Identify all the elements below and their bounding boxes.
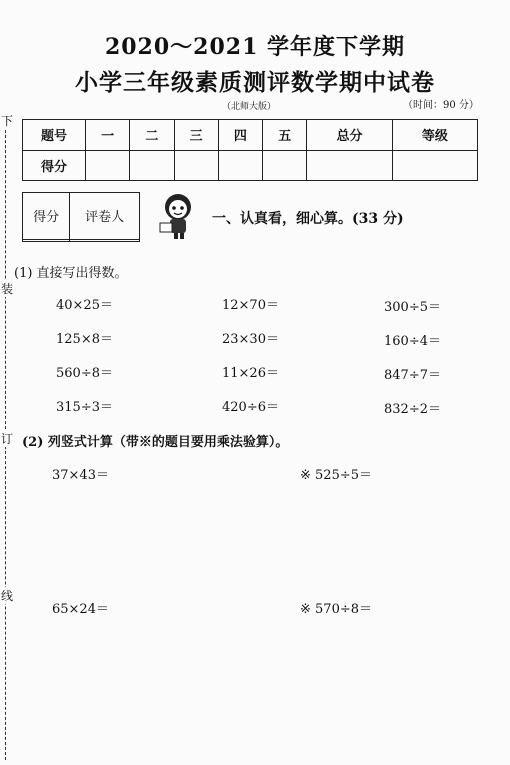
score-input-cell[interactable] xyxy=(86,150,130,181)
score-input-cell[interactable] xyxy=(263,150,307,181)
grader-box xyxy=(22,192,140,242)
grader-score-cell[interactable] xyxy=(23,239,70,241)
oral-question: 40×25＝ xyxy=(56,298,113,313)
vertical-calc-question: 37×43＝ xyxy=(52,468,109,483)
oral-question: 125×8＝ xyxy=(56,332,113,347)
oral-question: 420÷6＝ xyxy=(222,400,279,415)
binding-char-xia: 下 xyxy=(0,114,13,128)
score-header-cell: 二 xyxy=(130,120,174,151)
score-input-cell[interactable] xyxy=(218,150,262,181)
section-title: 一、认真看，细心算。(33 分) xyxy=(212,211,404,227)
exam-title-year: 2020～2021 学年度下学期 xyxy=(104,34,406,60)
oral-question: 315÷3＝ xyxy=(56,400,113,415)
exam-title: 小学三年级素质测评数学期中试卷 xyxy=(75,69,435,96)
score-header-cell: 五 xyxy=(263,120,307,151)
score-header-cell: 一 xyxy=(86,120,130,151)
score-row-label: 得分 xyxy=(23,150,86,181)
score-input-cell[interactable] xyxy=(130,150,174,181)
vertical-calc-question: 65×24＝ xyxy=(52,602,109,617)
binding-char-ding: 订 xyxy=(0,432,13,446)
part1-heading: (1) 直接写出得数。 xyxy=(14,266,128,281)
score-header-cell: 等级 xyxy=(392,120,477,151)
score-header-cell: 总分 xyxy=(307,120,392,151)
score-header-cell: 三 xyxy=(174,120,218,151)
score-table-header-row xyxy=(23,120,478,151)
score-header-cell: 题号 xyxy=(23,120,86,151)
oral-question: 12×70＝ xyxy=(222,298,279,313)
oral-question: 560÷8＝ xyxy=(56,366,113,381)
time-label: （时间：90 分） xyxy=(403,100,479,111)
score-input-cell[interactable] xyxy=(307,150,392,181)
grader-name-label: 评卷人 xyxy=(70,193,140,240)
oral-question: 23×30＝ xyxy=(222,332,279,347)
part2-heading: (2) 列竖式计算（带※的题目要用乘法验算）。 xyxy=(22,435,289,450)
grader-score-label: 得分 xyxy=(23,193,70,240)
score-table-score-row xyxy=(23,150,478,181)
vertical-calc-question: ※ 570÷8＝ xyxy=(300,602,373,617)
grader-name-cell[interactable] xyxy=(70,239,140,241)
oral-question: 300÷5＝ xyxy=(384,300,441,315)
oral-question: 160÷4＝ xyxy=(384,334,441,349)
score-input-cell[interactable] xyxy=(174,150,218,181)
oral-question: 832÷2＝ xyxy=(384,402,441,417)
binding-char-zhuang: 装 xyxy=(0,282,13,296)
score-input-cell[interactable] xyxy=(392,150,477,181)
oral-question: 11×26＝ xyxy=(222,366,279,381)
score-table xyxy=(22,119,478,181)
edition-label: （北师大版） xyxy=(222,102,277,112)
vertical-calc-question: ※ 525÷5＝ xyxy=(300,468,373,483)
mascot-icon xyxy=(156,192,200,240)
oral-question: 847÷7＝ xyxy=(384,368,441,383)
score-header-cell: 四 xyxy=(218,120,262,151)
binding-char-xian: 线 xyxy=(0,589,13,603)
